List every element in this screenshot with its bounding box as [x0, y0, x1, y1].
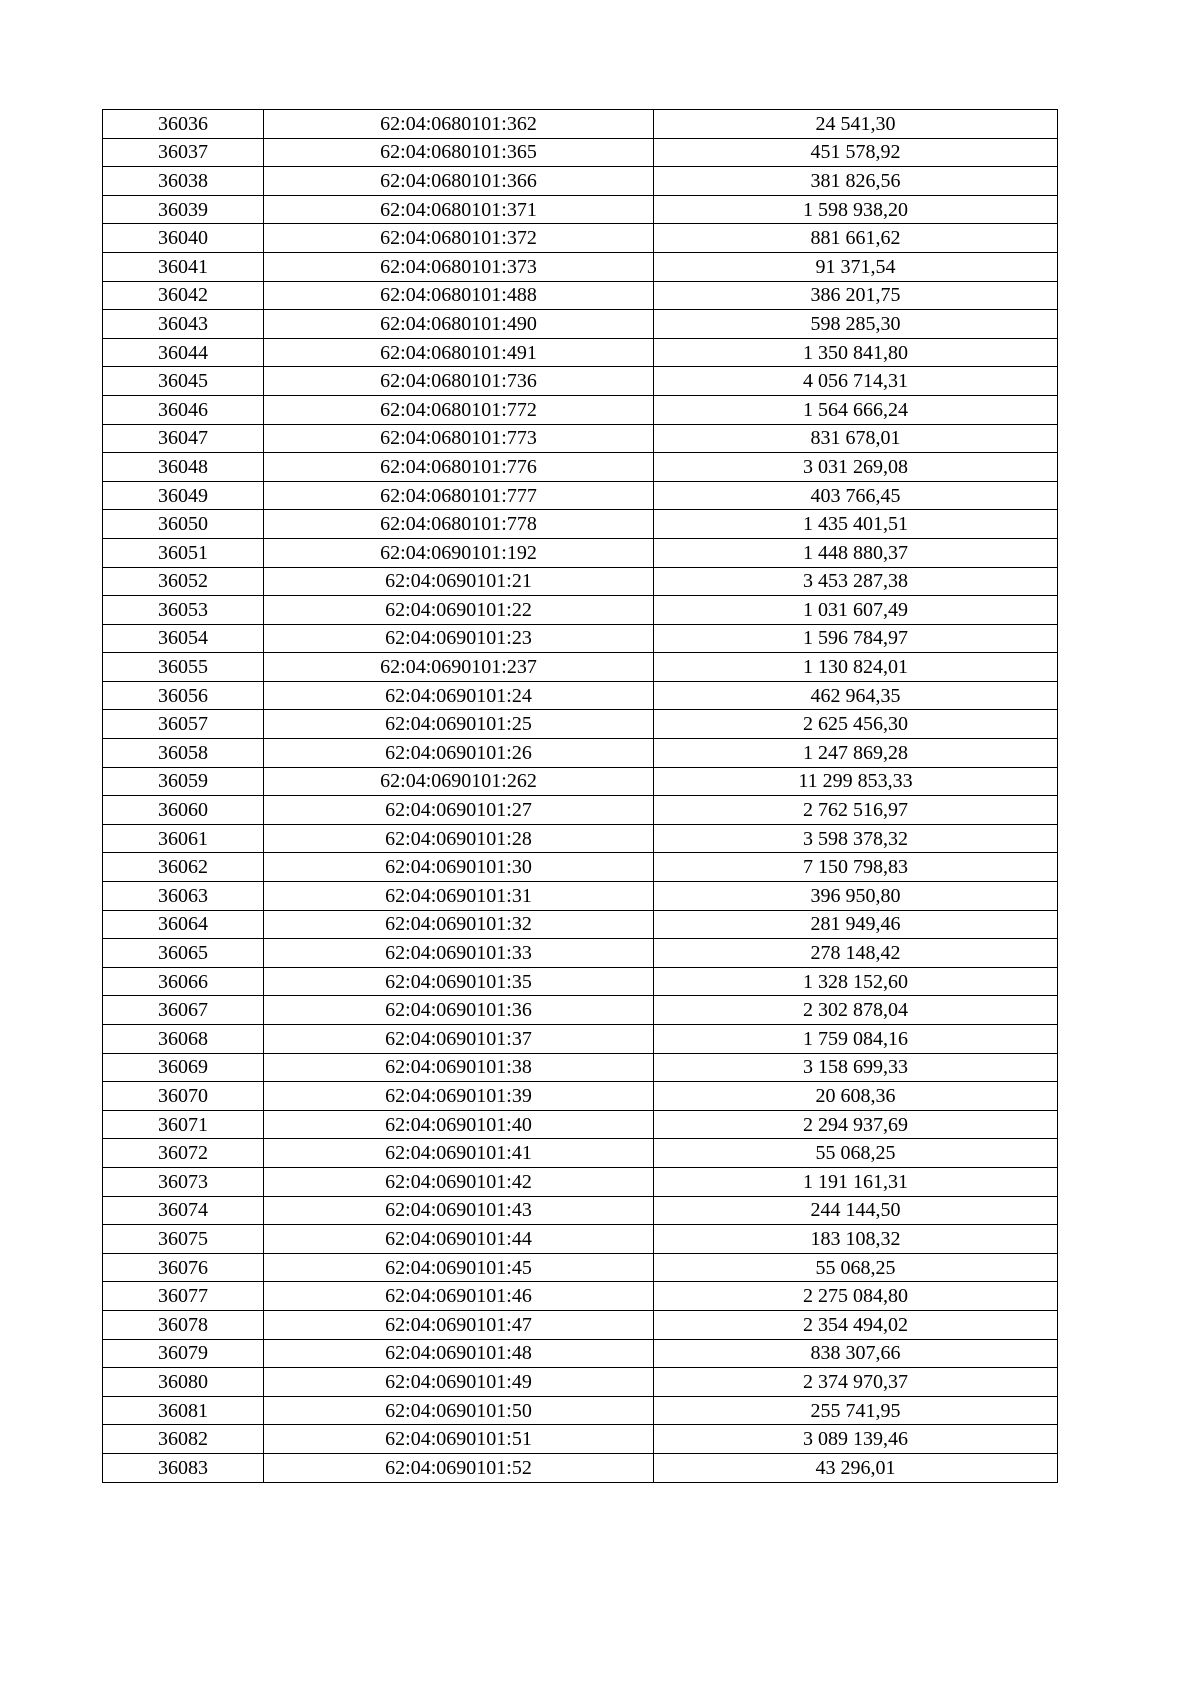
table-row [103, 796, 1058, 825]
value-cell: 7 150 798,83 [654, 853, 1058, 882]
cadastral-number-cell: 62:04:0690101:237 [264, 653, 654, 682]
table-row [103, 1025, 1058, 1054]
cadastral-number-cell: 62:04:0690101:28 [264, 824, 654, 853]
cadastral-number-cell: 62:04:0690101:40 [264, 1110, 654, 1139]
value-cell: 20 608,36 [654, 1082, 1058, 1111]
value-cell: 598 285,30 [654, 310, 1058, 339]
value-cell: 43 296,01 [654, 1453, 1058, 1482]
table-row [103, 1082, 1058, 1111]
cadastral-number-cell: 62:04:0690101:42 [264, 1167, 654, 1196]
table-row [103, 1425, 1058, 1454]
table-row [103, 767, 1058, 796]
row-number-cell: 36036 [103, 110, 264, 139]
row-number-cell: 36056 [103, 681, 264, 710]
cadastral-number-cell: 62:04:0680101:365 [264, 138, 654, 167]
cadastral-number-cell: 62:04:0680101:373 [264, 252, 654, 281]
cadastral-number-cell: 62:04:0680101:773 [264, 424, 654, 453]
table-row [103, 167, 1058, 196]
value-cell: 1 191 161,31 [654, 1167, 1058, 1196]
row-number-cell: 36055 [103, 653, 264, 682]
value-cell: 1 564 666,24 [654, 395, 1058, 424]
table-row [103, 252, 1058, 281]
row-number-cell: 36060 [103, 796, 264, 825]
row-number-cell: 36064 [103, 910, 264, 939]
row-number-cell: 36044 [103, 338, 264, 367]
cadastral-number-cell: 62:04:0690101:43 [264, 1196, 654, 1225]
value-cell: 24 541,30 [654, 110, 1058, 139]
value-cell: 1 435 401,51 [654, 510, 1058, 539]
row-number-cell: 36081 [103, 1396, 264, 1425]
table-row [103, 1396, 1058, 1425]
value-cell: 1 596 784,97 [654, 624, 1058, 653]
table-row [103, 1225, 1058, 1254]
table-row [103, 1310, 1058, 1339]
row-number-cell: 36045 [103, 367, 264, 396]
row-number-cell: 36083 [103, 1453, 264, 1482]
cadastral-number-cell: 62:04:0690101:27 [264, 796, 654, 825]
row-number-cell: 36061 [103, 824, 264, 853]
value-cell: 2 275 084,80 [654, 1282, 1058, 1311]
table-row [103, 1196, 1058, 1225]
value-cell: 1 130 824,01 [654, 653, 1058, 682]
cadastral-value-table [102, 109, 1058, 1483]
row-number-cell: 36041 [103, 252, 264, 281]
value-cell: 4 056 714,31 [654, 367, 1058, 396]
row-number-cell: 36040 [103, 224, 264, 253]
table-row [103, 1339, 1058, 1368]
row-number-cell: 36050 [103, 510, 264, 539]
row-number-cell: 36079 [103, 1339, 264, 1368]
row-number-cell: 36077 [103, 1282, 264, 1311]
cadastral-number-cell: 62:04:0690101:45 [264, 1253, 654, 1282]
value-cell: 11 299 853,33 [654, 767, 1058, 796]
value-cell: 3 158 699,33 [654, 1053, 1058, 1082]
table-row [103, 510, 1058, 539]
cadastral-number-cell: 62:04:0680101:366 [264, 167, 654, 196]
row-number-cell: 36073 [103, 1167, 264, 1196]
row-number-cell: 36048 [103, 453, 264, 482]
row-number-cell: 36039 [103, 195, 264, 224]
row-number-cell: 36054 [103, 624, 264, 653]
cadastral-number-cell: 62:04:0680101:491 [264, 338, 654, 367]
value-cell: 91 371,54 [654, 252, 1058, 281]
value-cell: 281 949,46 [654, 910, 1058, 939]
value-cell: 881 661,62 [654, 224, 1058, 253]
value-cell: 2 625 456,30 [654, 710, 1058, 739]
value-cell: 838 307,66 [654, 1339, 1058, 1368]
cadastral-number-cell: 62:04:0690101:44 [264, 1225, 654, 1254]
table-row [103, 195, 1058, 224]
table-row [103, 1368, 1058, 1397]
table-row [103, 424, 1058, 453]
row-number-cell: 36037 [103, 138, 264, 167]
value-cell: 1 247 869,28 [654, 739, 1058, 768]
table-row [103, 1110, 1058, 1139]
cadastral-number-cell: 62:04:0690101:26 [264, 739, 654, 768]
table-row [103, 967, 1058, 996]
value-cell: 2 294 937,69 [654, 1110, 1058, 1139]
row-number-cell: 36038 [103, 167, 264, 196]
value-cell: 1 031 607,49 [654, 596, 1058, 625]
table-row [103, 538, 1058, 567]
row-number-cell: 36071 [103, 1110, 264, 1139]
row-number-cell: 36074 [103, 1196, 264, 1225]
row-number-cell: 36069 [103, 1053, 264, 1082]
value-cell: 2 762 516,97 [654, 796, 1058, 825]
cadastral-number-cell: 62:04:0690101:51 [264, 1425, 654, 1454]
cadastral-number-cell: 62:04:0690101:24 [264, 681, 654, 710]
value-cell: 3 089 139,46 [654, 1425, 1058, 1454]
row-number-cell: 36051 [103, 538, 264, 567]
row-number-cell: 36059 [103, 767, 264, 796]
cadastral-number-cell: 62:04:0690101:21 [264, 567, 654, 596]
row-number-cell: 36068 [103, 1025, 264, 1054]
table-body [103, 110, 1058, 1483]
cadastral-number-cell: 62:04:0680101:490 [264, 310, 654, 339]
row-number-cell: 36057 [103, 710, 264, 739]
table-row [103, 910, 1058, 939]
row-number-cell: 36049 [103, 481, 264, 510]
cadastral-number-cell: 62:04:0690101:25 [264, 710, 654, 739]
cadastral-number-cell: 62:04:0690101:41 [264, 1139, 654, 1168]
cadastral-number-cell: 62:04:0690101:22 [264, 596, 654, 625]
table-row [103, 395, 1058, 424]
table-row [103, 110, 1058, 139]
row-number-cell: 36070 [103, 1082, 264, 1111]
value-cell: 55 068,25 [654, 1253, 1058, 1282]
cadastral-number-cell: 62:04:0680101:772 [264, 395, 654, 424]
cadastral-number-cell: 62:04:0680101:776 [264, 453, 654, 482]
cadastral-number-cell: 62:04:0690101:35 [264, 967, 654, 996]
value-cell: 3 031 269,08 [654, 453, 1058, 482]
cadastral-number-cell: 62:04:0690101:48 [264, 1339, 654, 1368]
table-row [103, 367, 1058, 396]
value-cell: 244 144,50 [654, 1196, 1058, 1225]
cadastral-number-cell: 62:04:0680101:362 [264, 110, 654, 139]
table-row [103, 1139, 1058, 1168]
value-cell: 3 453 287,38 [654, 567, 1058, 596]
table-row [103, 453, 1058, 482]
value-cell: 1 328 152,60 [654, 967, 1058, 996]
cadastral-number-cell: 62:04:0690101:39 [264, 1082, 654, 1111]
value-cell: 2 354 494,02 [654, 1310, 1058, 1339]
cadastral-number-cell: 62:04:0690101:192 [264, 538, 654, 567]
cadastral-number-cell: 62:04:0690101:52 [264, 1453, 654, 1482]
row-number-cell: 36053 [103, 596, 264, 625]
table-row [103, 853, 1058, 882]
row-number-cell: 36058 [103, 739, 264, 768]
table-row [103, 567, 1058, 596]
value-cell: 2 302 878,04 [654, 996, 1058, 1025]
row-number-cell: 36047 [103, 424, 264, 453]
value-cell: 1 759 084,16 [654, 1025, 1058, 1054]
value-cell: 278 148,42 [654, 939, 1058, 968]
value-cell: 381 826,56 [654, 167, 1058, 196]
table-row [103, 653, 1058, 682]
row-number-cell: 36065 [103, 939, 264, 968]
row-number-cell: 36072 [103, 1139, 264, 1168]
cadastral-number-cell: 62:04:0680101:372 [264, 224, 654, 253]
table-row [103, 481, 1058, 510]
row-number-cell: 36078 [103, 1310, 264, 1339]
table-row [103, 1167, 1058, 1196]
row-number-cell: 36052 [103, 567, 264, 596]
table-row [103, 224, 1058, 253]
row-number-cell: 36067 [103, 996, 264, 1025]
value-cell: 462 964,35 [654, 681, 1058, 710]
value-cell: 1 448 880,37 [654, 538, 1058, 567]
cadastral-number-cell: 62:04:0690101:33 [264, 939, 654, 968]
table-row [103, 1453, 1058, 1482]
table-row [103, 939, 1058, 968]
cadastral-number-cell: 62:04:0690101:30 [264, 853, 654, 882]
cadastral-number-cell: 62:04:0690101:32 [264, 910, 654, 939]
cadastral-number-cell: 62:04:0690101:37 [264, 1025, 654, 1054]
value-cell: 396 950,80 [654, 882, 1058, 911]
row-number-cell: 36063 [103, 882, 264, 911]
table-row [103, 739, 1058, 768]
value-cell: 403 766,45 [654, 481, 1058, 510]
table-row [103, 996, 1058, 1025]
row-number-cell: 36046 [103, 395, 264, 424]
value-cell: 386 201,75 [654, 281, 1058, 310]
cadastral-number-cell: 62:04:0690101:47 [264, 1310, 654, 1339]
value-cell: 2 374 970,37 [654, 1368, 1058, 1397]
value-cell: 1 350 841,80 [654, 338, 1058, 367]
cadastral-number-cell: 62:04:0690101:49 [264, 1368, 654, 1397]
cadastral-number-cell: 62:04:0690101:31 [264, 882, 654, 911]
value-cell: 3 598 378,32 [654, 824, 1058, 853]
cadastral-number-cell: 62:04:0690101:262 [264, 767, 654, 796]
value-cell: 183 108,32 [654, 1225, 1058, 1254]
row-number-cell: 36075 [103, 1225, 264, 1254]
table-row [103, 1253, 1058, 1282]
value-cell: 451 578,92 [654, 138, 1058, 167]
table-row [103, 596, 1058, 625]
table-row [103, 882, 1058, 911]
row-number-cell: 36042 [103, 281, 264, 310]
table-row [103, 281, 1058, 310]
row-number-cell: 36082 [103, 1425, 264, 1454]
cadastral-number-cell: 62:04:0680101:736 [264, 367, 654, 396]
table-row [103, 624, 1058, 653]
cadastral-number-cell: 62:04:0690101:50 [264, 1396, 654, 1425]
cadastral-number-cell: 62:04:0680101:488 [264, 281, 654, 310]
table-row [103, 824, 1058, 853]
value-cell: 255 741,95 [654, 1396, 1058, 1425]
cadastral-number-cell: 62:04:0680101:778 [264, 510, 654, 539]
cadastral-number-cell: 62:04:0690101:46 [264, 1282, 654, 1311]
value-cell: 1 598 938,20 [654, 195, 1058, 224]
row-number-cell: 36043 [103, 310, 264, 339]
table-row [103, 710, 1058, 739]
table-row [103, 1282, 1058, 1311]
cadastral-number-cell: 62:04:0680101:777 [264, 481, 654, 510]
value-cell: 831 678,01 [654, 424, 1058, 453]
cadastral-number-cell: 62:04:0690101:36 [264, 996, 654, 1025]
table-row [103, 338, 1058, 367]
cadastral-number-cell: 62:04:0680101:371 [264, 195, 654, 224]
table-row [103, 1053, 1058, 1082]
value-cell: 55 068,25 [654, 1139, 1058, 1168]
table-row [103, 681, 1058, 710]
row-number-cell: 36080 [103, 1368, 264, 1397]
table-row [103, 310, 1058, 339]
table-row [103, 138, 1058, 167]
row-number-cell: 36062 [103, 853, 264, 882]
cadastral-number-cell: 62:04:0690101:38 [264, 1053, 654, 1082]
row-number-cell: 36076 [103, 1253, 264, 1282]
cadastral-number-cell: 62:04:0690101:23 [264, 624, 654, 653]
row-number-cell: 36066 [103, 967, 264, 996]
